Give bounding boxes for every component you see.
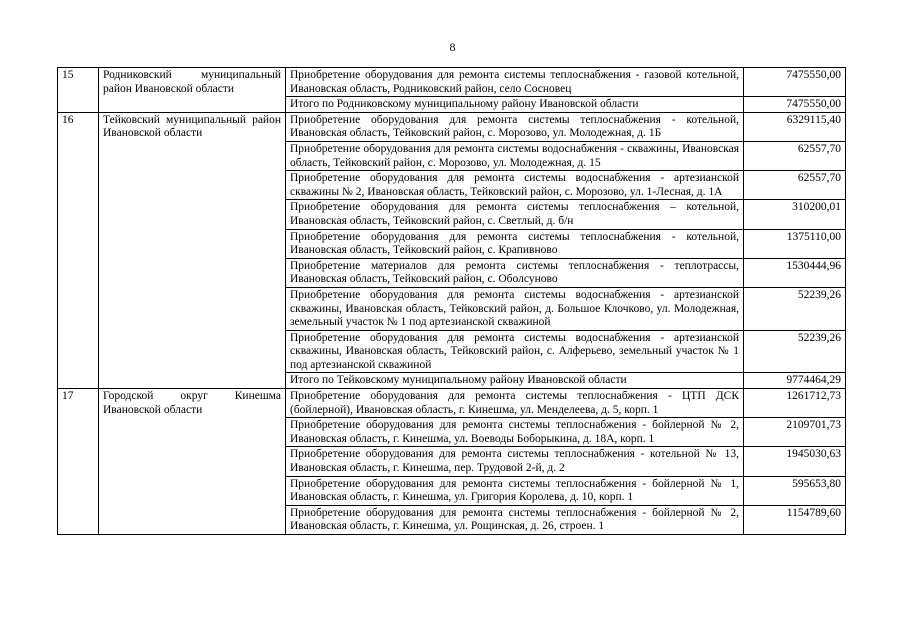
item-description: Приобретение оборудования для ремонта системы теплоснабжения - ЦТП ДСК (бойлерной), Ивановская область, г. Кинешма, ул. Менделеева, д. 5, корп. 1 [286, 389, 744, 418]
table-row [58, 389, 846, 418]
row-number: 15 [58, 68, 99, 113]
row-number: 17 [58, 389, 99, 535]
item-amount: 62557,70 [744, 171, 846, 200]
item-amount: 1375110,00 [744, 229, 846, 258]
item-description: Приобретение оборудования для ремонта системы теплоснабжения - котельной, Ивановская область, Тейковский район, с. Крапивново [286, 229, 744, 258]
item-amount: 1530444,96 [744, 258, 846, 287]
item-description: Приобретение оборудования для ремонта системы теплоснабжения - бойлерной № 1, Ивановская область, г. Кинешма, ул. Григория Королева, д. 10, корп. 1 [286, 476, 744, 505]
item-amount: 310200,01 [744, 200, 846, 229]
item-amount: 1945030,63 [744, 447, 846, 476]
page-number: 8 [449, 40, 456, 54]
municipality-name: Тейковский муниципальный район Ивановской области [99, 112, 286, 388]
item-description: Приобретение оборудования для ремонта системы водоснабжения - артезианской скважины, Ивановская область, Тейковский район, с. Алферьево, земельный участок № 1 под артезианской скважиной [286, 330, 744, 373]
item-amount: 62557,70 [744, 141, 846, 170]
item-description: Приобретение оборудования для ремонта системы теплоснабжения - бойлерной № 2, Ивановская область, г. Кинешма, ул. Рощинская, д. 26, строен. 1 [286, 505, 744, 534]
item-description: Итого по Родниковскому муниципальному району Ивановской области [286, 97, 744, 113]
item-description: Приобретение оборудования для ремонта системы водоснабжения - скважины, Ивановская область, Тейковский район, с. Морозово, ул. Молодежная, д. 15 [286, 141, 744, 170]
item-amount: 7475550,00 [744, 68, 846, 97]
item-description: Приобретение оборудования для ремонта системы теплоснабжения - котельной № 13, Ивановская область, г. Кинешма, пер. Трудовой 2-й, д. 2 [286, 447, 744, 476]
item-description: Приобретение материалов для ремонта системы теплоснабжения - теплотрассы, Ивановская область, Тейковский район, с. Оболсуново [286, 258, 744, 287]
item-amount: 6329115,40 [744, 112, 846, 141]
item-amount: 52239,26 [744, 287, 846, 330]
item-description: Приобретение оборудования для ремонта системы теплоснабжения - бойлерной № 2, Ивановская область, г. Кинешма, ул. Воеводы Боборыкина, д. 18А, корп. 1 [286, 418, 744, 447]
item-amount: 2109701,73 [744, 418, 846, 447]
item-amount: 1154789,60 [744, 505, 846, 534]
municipality-name: Родниковский муниципальный район Ивановской области [99, 68, 286, 113]
table-row [58, 112, 846, 141]
item-description: Приобретение оборудования для ремонта системы водоснабжения - артезианской скважины № 2, Ивановская область, Тейковский район, с. Морозово, ул. 1-Лесная, д. 1А [286, 171, 744, 200]
municipality-name: Городской округ Кинешма Ивановской области [99, 389, 286, 535]
item-description: Приобретение оборудования для ремонта системы теплоснабжения - газовой котельной, Ивановская область, Родниковский район, село Сосновец [286, 68, 744, 97]
table-row [58, 68, 846, 97]
item-amount: 1261712,73 [744, 389, 846, 418]
item-amount: 52239,26 [744, 330, 846, 373]
allocation-table [57, 67, 846, 535]
item-amount: 9774464,29 [744, 373, 846, 389]
row-number: 16 [58, 112, 99, 388]
item-description: Приобретение оборудования для ремонта системы теплоснабжения – котельной, Ивановская область, Тейковский район, с. Светлый, д. б/н [286, 200, 744, 229]
item-amount: 595653,80 [744, 476, 846, 505]
item-description: Приобретение оборудования для ремонта системы водоснабжения - артезианской скважины, Ивановская область, Тейковский район, д. Большое Клочково, ул. Молодежная, земельный участок № 1 под артезианской скважиной [286, 287, 744, 330]
item-description: Итого по Тейковскому муниципальному району Ивановской области [286, 373, 744, 389]
item-amount: 7475550,00 [744, 97, 846, 113]
item-description: Приобретение оборудования для ремонта системы теплоснабжения - котельной, Ивановская область, Тейковский район, с. Морозово, ул. Молодежная, д. 1Б [286, 112, 744, 141]
